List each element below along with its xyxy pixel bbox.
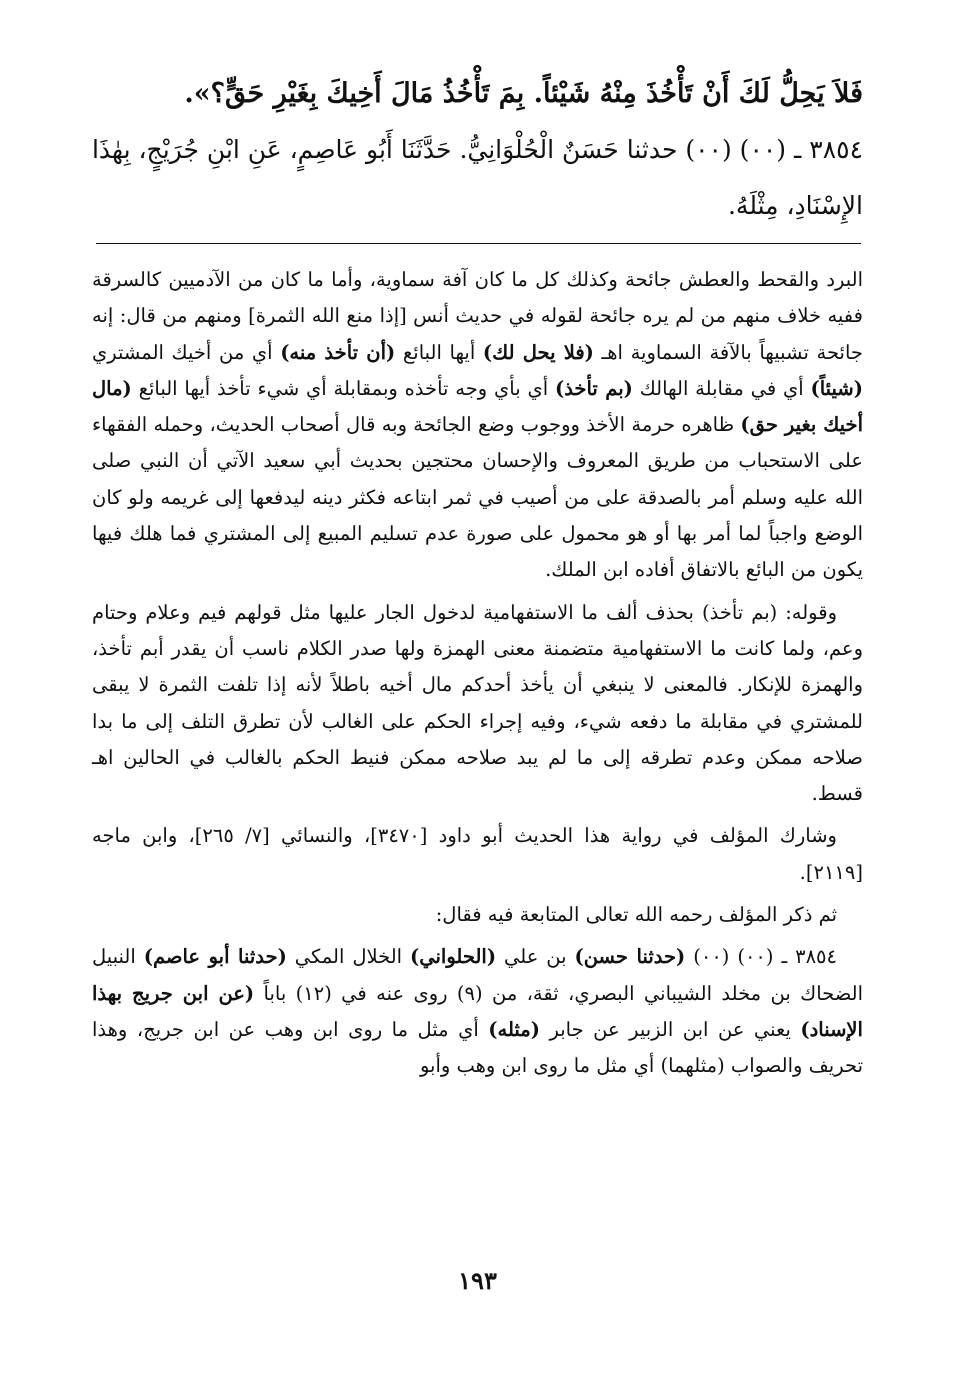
text-span: أي بأي وجه تأخذه وبمقابلة أي شيء تأخذ أيها البائع	[131, 376, 555, 400]
bold-quote: (فلا يحل لك)	[482, 340, 594, 364]
hadith-line-2: ٣٨٥٤ ـ (٠٠) (٠٠) حدثنا حَسَنٌ الْحُلْوَانِيُّ. حَدَّثَنَا أَبُو عَاصِمٍ، عَنِ ابْنِ جُرَيْجٍ، بِهٰذَا الإِسْنَادِ، مِثْلَهُ.	[91, 135, 863, 220]
bold-quote: (أن تأخذ منه)	[280, 340, 396, 364]
text-span: ٣٨٥٤ ـ (٠٠) (٠٠)	[685, 945, 838, 969]
text-span: بن علي	[496, 945, 575, 969]
commentary-paragraph-1	[92, 262, 863, 589]
bold-quote: (حدثنا أبو عاصم)	[143, 945, 287, 969]
bold-quote: (حدثنا حسن)	[574, 945, 686, 969]
bold-quote: (عن ابن جريج بهذا الإسناد)	[92, 981, 863, 1041]
page-number: ١٩٣	[458, 1266, 497, 1295]
hadith-text-block	[92, 66, 863, 234]
commentary-block	[92, 262, 863, 1091]
footnote-divider	[96, 243, 861, 244]
bold-quote: (شيئاً)	[810, 376, 863, 400]
commentary-paragraph-2: وقوله: (بم تأخذ) بحذف ألف ما الاستفهامية لدخول الجار عليها مثل قولهم فيم وعلام وحتام وعم، ولما كانت ما الاستفهامية متضمنة معنى الهمزة ولها صدر الكلام ناسب أن يقدر أبم تأخذ، والهمزة للإنكار. فالمعنى لا ينبغي أن يأخذ أحدكم مال أخيه باطلاً لأنه إذا تلفت الثمرة لا يبقى للمشتري في مقابلة ما دفعه شيء، وفيه إجراء الحكم على الغالب لأن تطرق التلف إلى ما بدا صلاحه ممكن وعدم تطرقه إلى ما لم يبد صلاحه ممكن فنيط الحكم بالغالب في الحالين اهـ قسط.	[92, 600, 863, 806]
commentary-paragraph-3: وشارك المؤلف في رواية هذا الحديث أبو داود [٣٤٧٠]، والنسائي [٧/ ٢٦٥]، وابن ماجه [٢١١٩].	[92, 824, 863, 884]
bold-quote: (مال أخيك بغير حق)	[92, 376, 864, 437]
text-span: البرد والقحط والعطش جائحة وكذلك كل ما كان آفة سماوية، وأما ما كان من الآدميين كالسرقة ففيه خلاف منهم من لم يره جائحة لقوله في حديث أنس [إذا منع الله الثمرة] ومنهم من قال: إنه جائحة تشبيهاً بالآفة السماوية اهـ	[92, 268, 863, 364]
text-span: أيها البائع	[395, 340, 483, 364]
text-span: يعني عن ابن الزبير عن جابر	[539, 1017, 801, 1041]
text-span: الخلال المكي	[286, 945, 411, 969]
bold-quote: (بم تأخذ)	[554, 376, 633, 400]
commentary-paragraph-5	[92, 939, 863, 1084]
text-span: أي في مقابلة الهالك	[632, 376, 811, 400]
text-span: النبيل الضحاك بن مخلد الشيباني البصري، ثقة، من (٩) روى عنه في (١٢) باباً	[92, 945, 863, 1005]
commentary-paragraph-4: ثم ذكر المؤلف رحمه الله تعالى المتابعة فيه فقال:	[435, 903, 837, 927]
bold-quote: (مثله)	[488, 1017, 540, 1041]
bold-quote: (الحلواني)	[410, 945, 497, 969]
hadith-line-1: فَلاَ يَحِلُّ لَكَ أَنْ تَأْخُذَ مِنْهُ شَيْئاً. بِمَ تَأْخُذُ مَالَ أَخِيكَ بِغَيْرِ حَقٍّ؟».	[184, 78, 863, 109]
text-span: أي مثل ما روى ابن وهب عن ابن جريج، وهذا تحريف والصواب (مثلهما) أي مثل ما روى ابن وهب وأبو	[92, 1017, 863, 1078]
text-span: ظاهره حرمة الأخذ ووجوب وضع الجائحة وبه قال أصحاب الحديث، وحمله الفقهاء على الاستحباب من طريق المعروف والإحسان محتجين بحديث أبي سعيد الآتي أن النبي صلى الله عليه وسلم أمر بالصدقة على من أصيب في ثمر ابتاعه فكثر دينه ليدفعها إلى غريمه ولو كان الوضع واجباً لما أمر بها أو هو محمول على صورة عدم تسليم المبيع إلى المشتري فما هلك فيها يكون من البائع بالاتفاق أفاده ابن الملك.	[92, 413, 863, 582]
text-span: أي من أخيك المشتري	[92, 340, 281, 364]
